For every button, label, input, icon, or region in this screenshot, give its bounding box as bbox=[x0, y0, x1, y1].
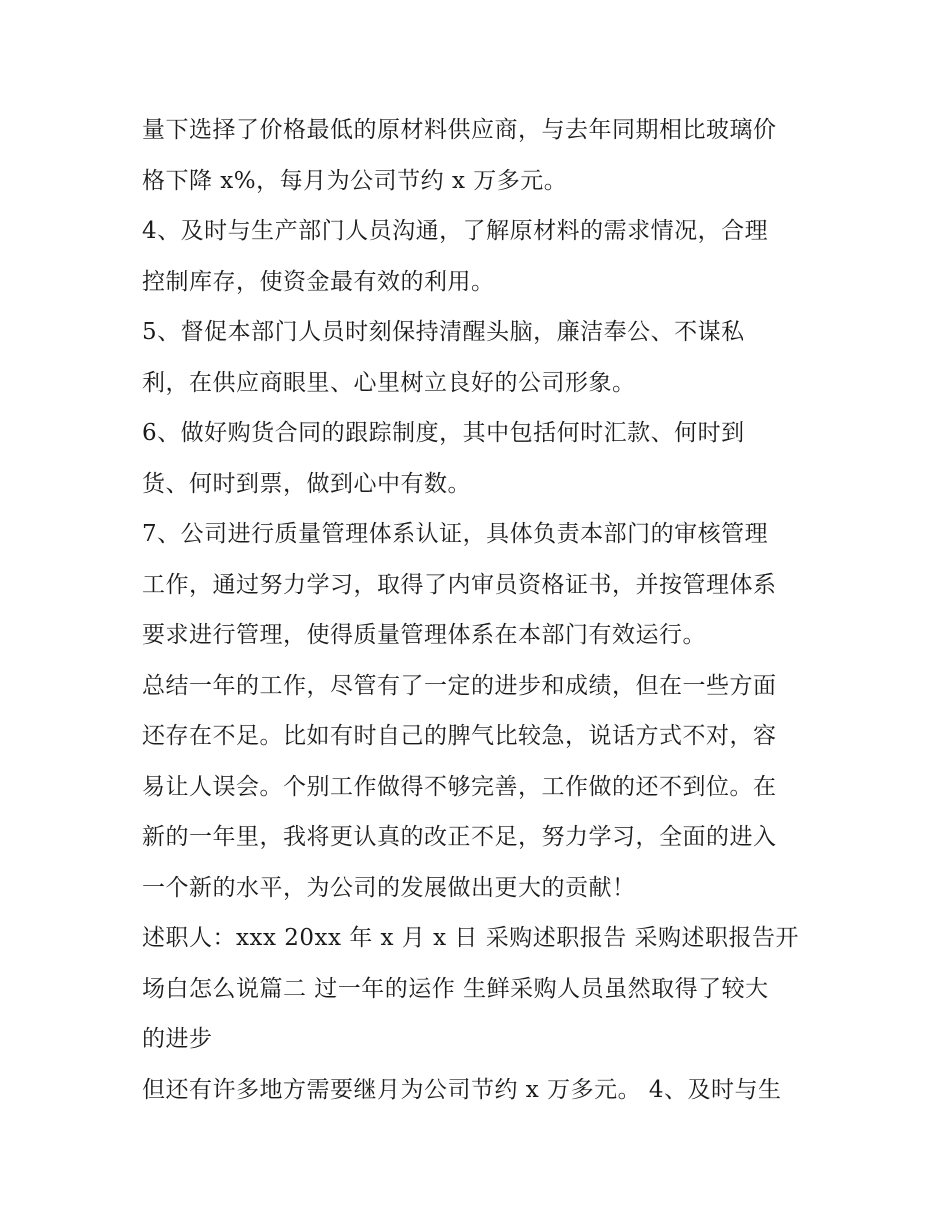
text-line: 总结一年的工作，尽管有了一定的进步和成绩，但在一些方面 bbox=[142, 672, 777, 699]
text-line: 的进步 bbox=[142, 1026, 213, 1052]
text-line: 还存在不足。比如有时自己的脾气比较急，说话方式不对，容 bbox=[142, 723, 777, 749]
text-line: 工作，通过努力学习，取得了内审员资格证书，并按管理体系 bbox=[142, 571, 777, 598]
text-line: 要求进行管理，使得质量管理体系在本部门有效运行。 bbox=[142, 622, 706, 648]
text-line: 货、何时到票，做到心中有数。 bbox=[142, 470, 471, 497]
text-line: 量下选择了价格最低的原材料供应商，与去年同期相比玻璃价 bbox=[142, 117, 777, 143]
document-body bbox=[142, 105, 822, 1115]
text-line: 控制库存，使资金最有效的利用。 bbox=[142, 268, 495, 295]
text-line: 6、做好购货合同的跟踪制度，其中包括何时汇款、何时到 bbox=[142, 420, 745, 446]
text-line: 新的一年里，我将更认真的改正不足，努力学习，全面的进入 bbox=[142, 824, 777, 850]
text-line: 利，在供应商眼里、心里树立良好的公司形象。 bbox=[142, 369, 636, 396]
text-line: 场白怎么说篇二 过一年的运作 生鲜采购人员虽然取得了较大 bbox=[142, 975, 769, 1002]
text-line: 5、督促本部门人员时刻保持清醒头脑，廉洁奉公、不谋私 bbox=[142, 319, 745, 345]
text-line: 4、及时与生产部门人员沟通，了解原材料的需求情况，合理 bbox=[142, 218, 769, 244]
text-line: 述职人：xxx 20xx 年 x 月 x 日 采购述职报告 采购述职报告开 bbox=[142, 925, 800, 951]
text-line: 易让人误会。个别工作做得不够完善，工作做的还不到位。在 bbox=[142, 773, 777, 800]
text-line: 一个新的水平，为公司的发展做出更大的贡献！ bbox=[142, 874, 636, 901]
text-line: 7、公司进行质量管理体系认证，具体负责本部门的审核管理 bbox=[142, 521, 769, 547]
text-line: 但还有许多地方需要继月为公司节约 x 万多元。 4、及时与生 bbox=[142, 1076, 782, 1103]
text-line: 格下降 x%，每月为公司节约 x 万多元。 bbox=[142, 167, 568, 194]
